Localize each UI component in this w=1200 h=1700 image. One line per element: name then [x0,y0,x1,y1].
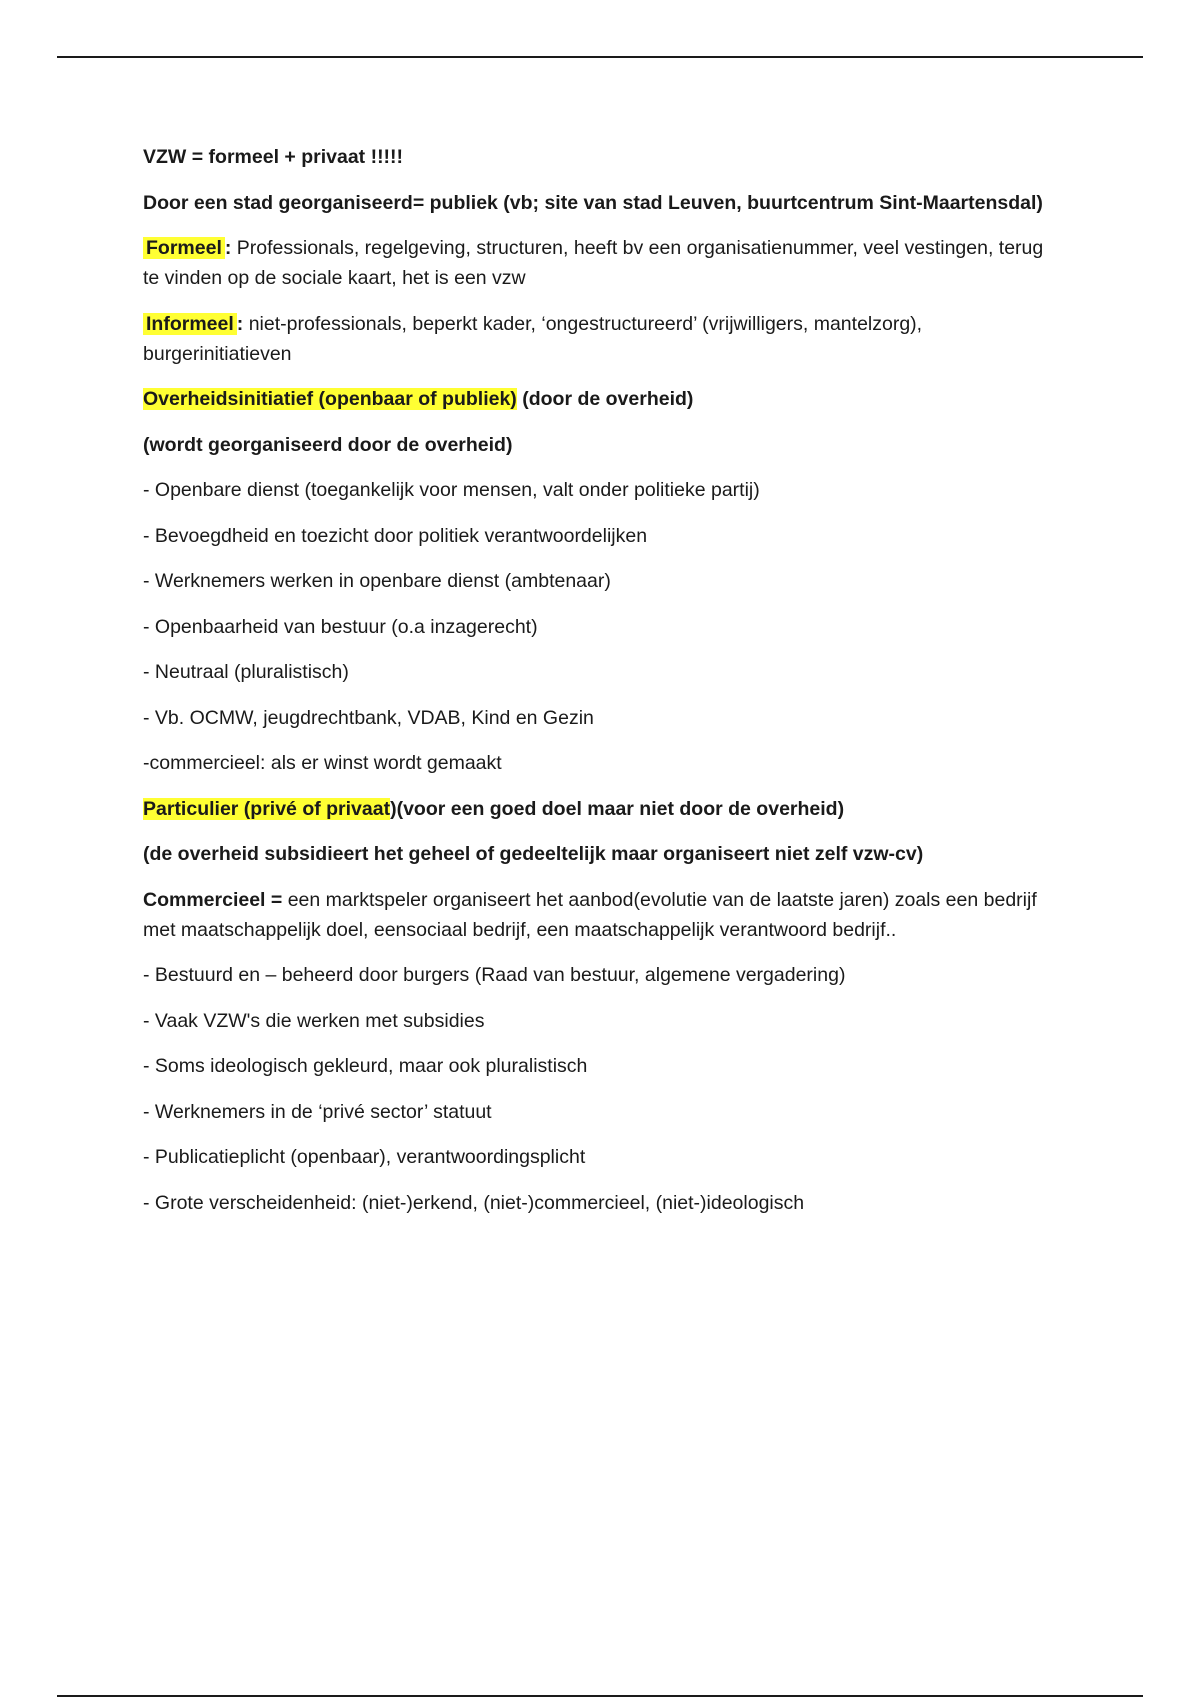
header-rule [57,56,1143,58]
list-item-particulier-3: - Soms ideologisch gekleurd, maar ook pluralistisch [143,1055,588,1077]
term-overheidsinitiatief: Overheidsinitiatief (openbaar of publiek) [143,388,517,410]
list-item-overheid-1: - Openbare dienst (toegankelijk voor mensen, valt onder politieke partij) [143,479,760,501]
particulier-rest: )(voor een goed doel maar niet door de overheid) [390,797,845,820]
list-item-overheid-6: - Vb. OCMW, jeugdrechtbank, VDAB, Kind en Gezin [143,706,594,729]
term-particulier: Particulier (privé of privaat [143,797,391,820]
informeel-colon: : [236,312,244,335]
document-body [143,142,1063,1233]
footer-rule [57,1695,1143,1697]
list-item-overheid-2: - Bevoegdheid en toezicht door politiek verantwoordelijken [143,524,648,547]
paragraph-commercieel [143,885,1063,945]
heading-overheid [143,384,1063,414]
paragraph-formeel [143,233,1063,293]
formeel-colon: : [224,237,232,259]
list-item-overheid-7: -commercieel: als er winst wordt gemaakt [143,752,502,774]
paragraph-informeel [143,309,1063,369]
list-item-overheid-3: - Werknemers werken in openbare dienst (ambtenaar) [143,570,611,592]
heading-vzw: VZW = formeel + privaat !!!!! [143,146,404,168]
list-item-particulier-1: - Bestuurd en – beheerd door burgers (Raad van bestuur, algemene vergadering) [143,964,846,986]
formeel-text: Professionals, regelgeving, structuren, heeft bv een organisatienummer, veel vestingen, terug te vinden op de sociale kaart, het is een vzw [143,237,1044,289]
term-formeel: Formeel [143,237,225,259]
commercieel-text: een marktspeler organiseert het aanbod(evolutie van de laatste jaren) zoals een bedrijf met maatschappelijk doel, eensociaal bedrijf, een maatschappelijk verantwoord bedrijf.. [143,888,1037,941]
list-item-particulier-6: - Grote verscheidenheid: (niet-)erkend, (niet-)commercieel, (niet-)ideologisch [143,1191,805,1214]
list-item-particulier-2: - Vaak VZW's die werken met subsidies [143,1009,485,1032]
heading-particulier [143,794,1063,824]
informeel-text: niet-professionals, beperkt kader, ‘ongestructureerd’ (vrijwilligers, mantelzorg), burgerinitiatieven [143,312,923,365]
list-item-overheid-5: - Neutraal (pluralistisch) [143,661,349,683]
term-commercieel: Commercieel = [143,888,283,911]
term-informeel: Informeel [143,313,237,335]
particulier-subheading: (de overheid subsidieert het geheel of gedeeltelijk maar organiseert niet zelf vzw-cv) [143,843,924,865]
list-item-particulier-5: - Publicatieplicht (openbaar), verantwoordingsplicht [143,1146,586,1168]
list-item-particulier-4: - Werknemers in de ‘privé sector’ statuut [143,1100,492,1123]
overheid-subheading: (wordt georganiseerd door de overheid) [143,433,513,456]
overheid-rest: (door de overheid) [516,388,694,410]
list-item-overheid-4: - Openbaarheid van bestuur (o.a inzagerecht) [143,615,538,638]
heading-stad: Door een stad georganiseerd= publiek (vb; site van stad Leuven, buurtcentrum Sint-Maartensdal) [143,191,1043,214]
